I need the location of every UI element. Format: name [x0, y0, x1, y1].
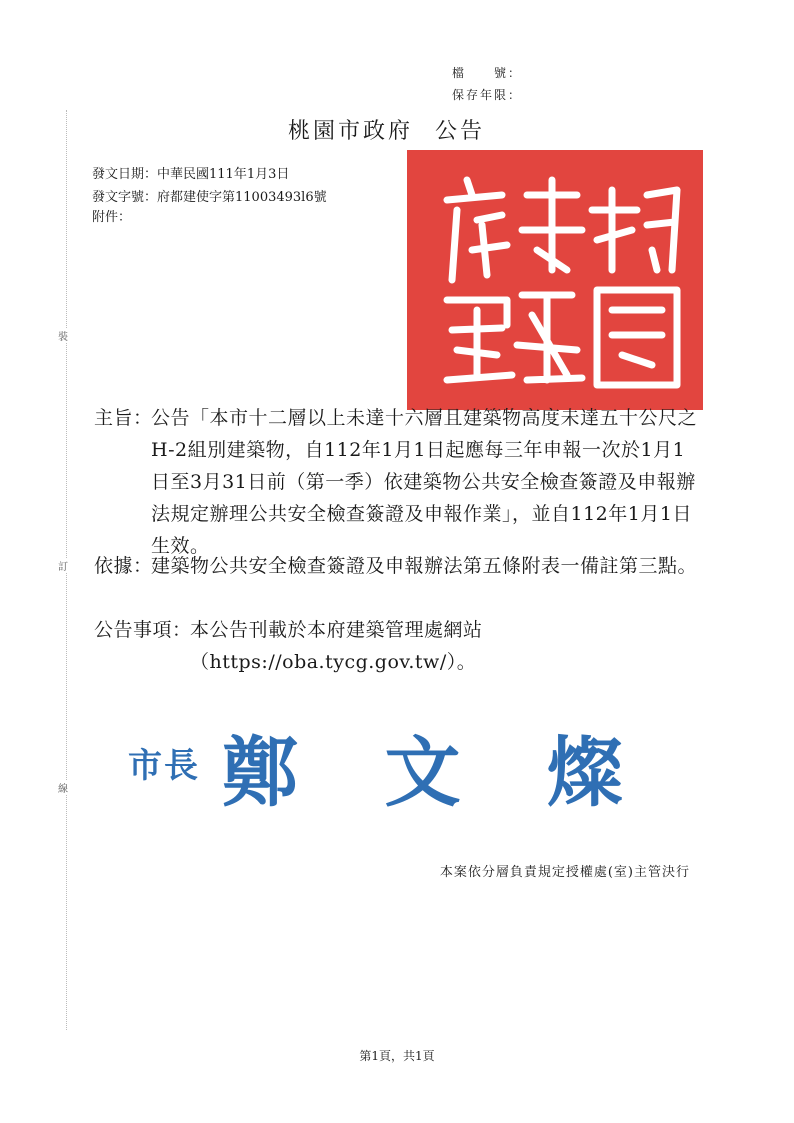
subject-section: [94, 402, 704, 562]
seal-glyph-strokes: [407, 150, 703, 410]
basis-text: 建築物公共安全檢查簽證及申報辦法第五條附表一備註第三點。: [151, 555, 698, 577]
notice-label: 公告事項：: [94, 619, 192, 641]
retention-period-label: 保存年限：: [452, 88, 523, 102]
subject-text: 公告「本市十二層以上未達十六層且建築物高度未達五十公尺之H-2組別建築物，自112年1月1日起應每三年申報一次於1月1日至3月31日前（第一季）依建築物公共安全檢查簽證及申報辦法規定辦理公共安全檢查簽證及申報作業」，並自112年1月1日生效。: [151, 407, 698, 557]
binding-mark-zhuang: 裝: [58, 328, 68, 343]
official-seal: [407, 150, 703, 410]
mayor-title-stamp: 市長: [128, 746, 200, 786]
issue-date: 發文日期：中華民國111年1月3日: [92, 167, 290, 182]
mayor-name-stamp: 鄭 文 燦: [222, 728, 653, 817]
notice-section: [94, 614, 704, 678]
title-org: 桃園市政府: [288, 119, 414, 144]
page-number: 第1頁，共1頁: [359, 1049, 435, 1063]
basis-label: 依據：: [94, 555, 153, 577]
binding-mark-ding: 訂: [58, 558, 68, 573]
file-number-label: 檔 號：: [452, 66, 523, 80]
notice-text: 本公告刊載於本府建築管理處網站（https://oba.tycg.gov.tw/）。: [190, 619, 483, 673]
subject-label: 主旨：: [94, 407, 153, 429]
attachments-label: 附件：: [92, 210, 132, 225]
page-title: [288, 114, 485, 145]
authorization-note: 本案依分層負責規定授權處(室)主管決行: [439, 865, 690, 880]
document-number: 發文字號：府都建使字第11003493l6號: [92, 190, 327, 205]
basis-section: [94, 550, 704, 582]
binding-mark-xian: 線: [58, 780, 68, 795]
title-doc-type: 公告: [435, 119, 486, 144]
